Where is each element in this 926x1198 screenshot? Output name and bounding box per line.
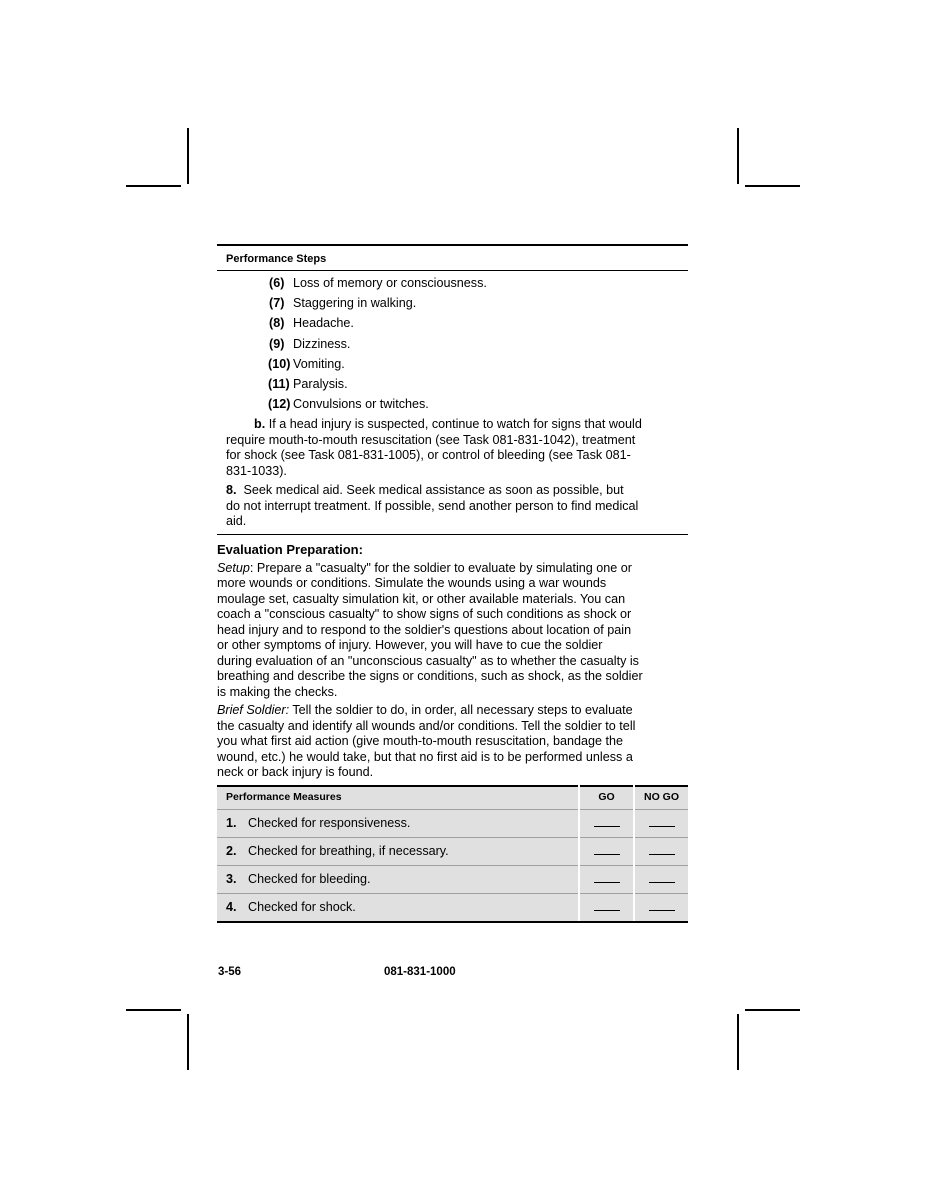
performance-measures-table [217,785,688,923]
crop-mark-top-right-horizontal [745,185,800,187]
sub-step-list [217,273,688,414]
measures-header: Performance Measures [217,786,579,810]
sub-step: (12) Convulsions or twitches. [268,397,429,412]
go-blank[interactable] [579,865,634,893]
sub-step: (10) Vomiting. [268,356,345,371]
step-b-paragraph: b. If a head injury is suspected, continue to watch for signs that would require mouth-to-mouth resuscitation (see Task 081-831-1042), treatment for shock (see Task 081-831-1005), or control of bleeding (see Task 081- 831-1033). [226,417,642,478]
crop-mark-top-left-vertical [187,128,189,184]
crop-mark-bottom-left-vertical [187,1014,189,1070]
crop-mark-top-right-vertical [737,128,739,184]
table-row: 3. Checked for bleeding. [217,865,688,893]
crop-mark-bottom-right-vertical [737,1014,739,1070]
go-blank[interactable] [579,837,634,865]
go-blank[interactable] [579,893,634,922]
table-row: 1. Checked for responsiveness. [217,809,688,837]
setup-paragraph: Setup: Prepare a "casualty" for the soldier to evaluate by simulating one or more wounds or conditions. Simulate the wounds using a war wounds moulage set, casualty simulation kit, or other available materials. You can coach a "conscious casualty" to show signs of such conditions as shock or head injury and to respond to the soldier's questions about location of pain or other symptoms of injury. However, you will have to cue the soldier during evaluation of an "unconscious casualty" as to whether the casualty is breathing and describe the signs or conditions, such as shock, as the soldier is making the checks. [217,560,643,699]
performance-steps-header: Performance Steps [226,253,327,265]
sub-step: (11) Paralysis. [268,376,348,391]
brief-soldier-paragraph: Brief Soldier: Tell the soldier to do, in order, all necessary steps to evaluate the casualty and identify all wounds and/or conditions. Tell the soldier to tell you what first aid action (give mouth-to-mouth resuscitation, bandage the wound, etc.) he would take, but that no first aid is to be performed unless a neck or back injury is found. [217,703,636,780]
crop-mark-bottom-left-horizontal [126,1009,181,1011]
go-blank[interactable] [579,809,634,837]
task-number: 081-831-1000 [384,966,456,978]
nogo-blank[interactable] [634,837,688,865]
page-number: 3-56 [218,966,242,978]
table-row: 2. Checked for breathing, if necessary. [217,837,688,865]
nogo-blank[interactable] [634,809,688,837]
nogo-header: NO GO [634,786,688,810]
sub-step: (6) Loss of memory or consciousness. [269,276,487,290]
nogo-blank[interactable] [634,865,688,893]
evaluation-preparation [217,534,688,781]
sub-step: (9) Dizziness. [269,336,351,351]
sub-step: (8) Headache. [269,316,354,331]
crop-mark-top-left-horizontal [126,185,181,187]
header-rule [217,270,688,271]
step-8-paragraph: 8. Seek medical aid. Seek medical assistance as soon as possible, but do not interrupt treatment. If possible, send another person to find medical aid. [226,483,639,529]
crop-mark-bottom-right-horizontal [745,1009,800,1011]
sub-step: (7) Staggering in walking. [269,296,417,311]
page-content [217,244,688,923]
go-header: GO [579,786,634,810]
evaluation-title: Evaluation Preparation: [217,541,363,557]
table-header-row [217,786,688,810]
table-row: 4. Checked for shock. [217,893,688,922]
nogo-blank[interactable] [634,893,688,922]
